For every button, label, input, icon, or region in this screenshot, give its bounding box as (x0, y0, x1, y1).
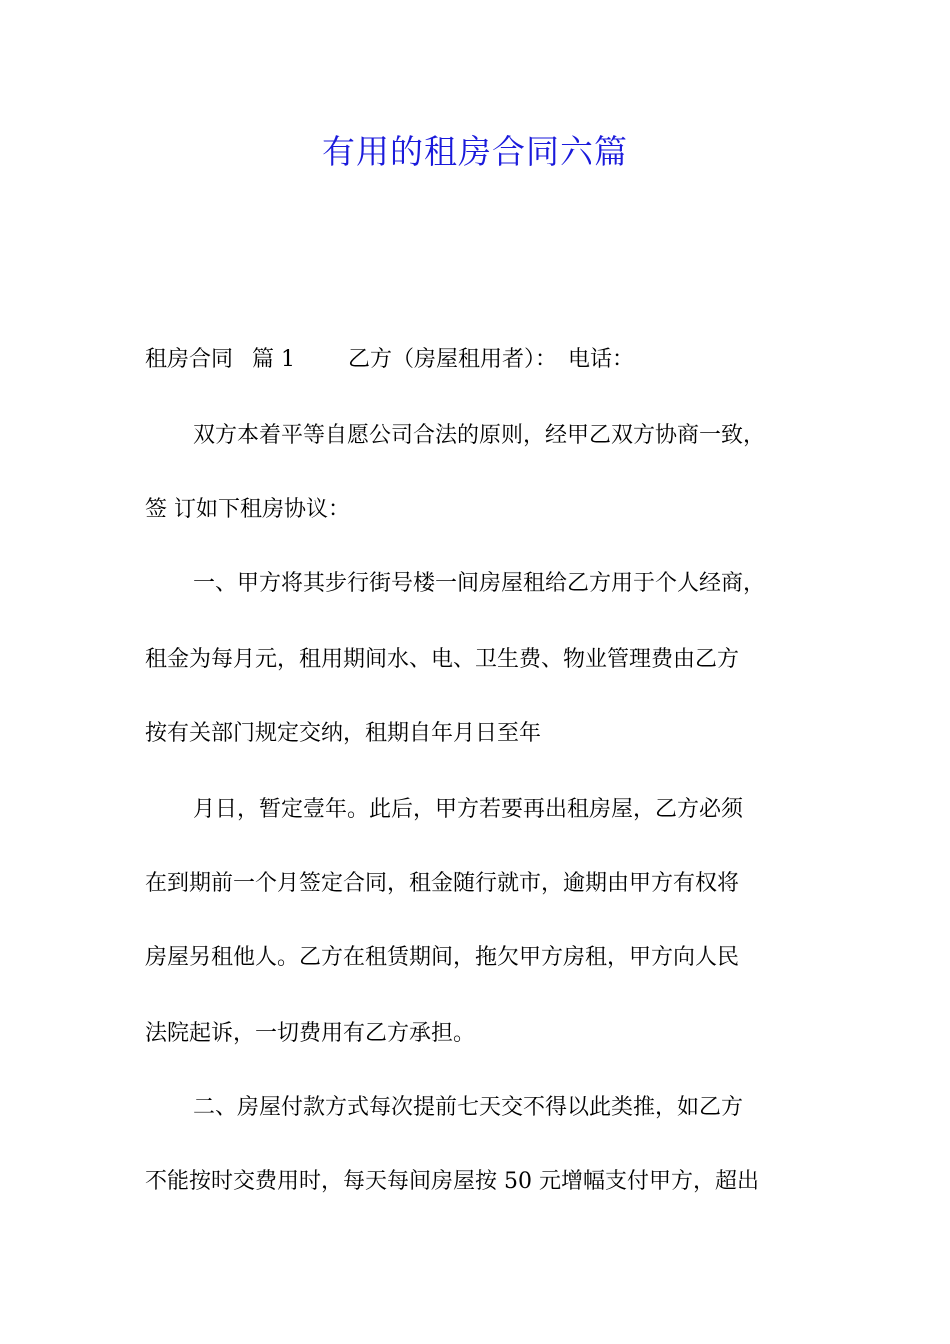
phone-label: 电话： (568, 347, 635, 372)
chapter-label: 篇 1 (252, 347, 296, 372)
paragraph-line: 房屋另租他人。乙方在租赁期间，拖欠甲方房租，甲方向人民 (145, 945, 740, 970)
paragraph-line: 租金为每月元，租用期间水、电、卫生费、物业管理费由乙方 (145, 647, 740, 672)
paragraph-line: 按有关部门规定交纳，租期自年月日至年 (145, 721, 542, 746)
paragraph-line: 二、房屋付款方式每次提前七天交不得以此类推，如乙方 (193, 1095, 744, 1120)
contract-label: 租房合同 (145, 347, 234, 372)
contract-header-line (145, 342, 835, 378)
paragraph-line: 月日，暂定壹年。此后，甲方若要再出租房屋，乙方必须 (193, 797, 744, 822)
document-title: 有用的租房合同六篇 (322, 132, 628, 171)
paragraph-line: 双方本着平等自愿公司合法的原则，经甲乙双方协商一致， (193, 423, 766, 448)
paragraph-line: 签 订如下租房协议： (145, 497, 350, 522)
party-b-label: 乙方（房屋租用者）： (348, 347, 558, 372)
paragraph-line: 一、甲方将其步行街号楼一间房屋租给乙方用于个人经商， (193, 571, 766, 596)
paragraph-line: 法院起诉，一切费用有乙方承担。 (145, 1021, 476, 1046)
paragraph-line: 不能按时交费用时，每天每间房屋按 50 元增幅支付甲方，超出 (145, 1169, 759, 1194)
paragraph-line: 在到期前一个月签定合同，租金随行就市，逾期由甲方有权将 (145, 871, 740, 896)
